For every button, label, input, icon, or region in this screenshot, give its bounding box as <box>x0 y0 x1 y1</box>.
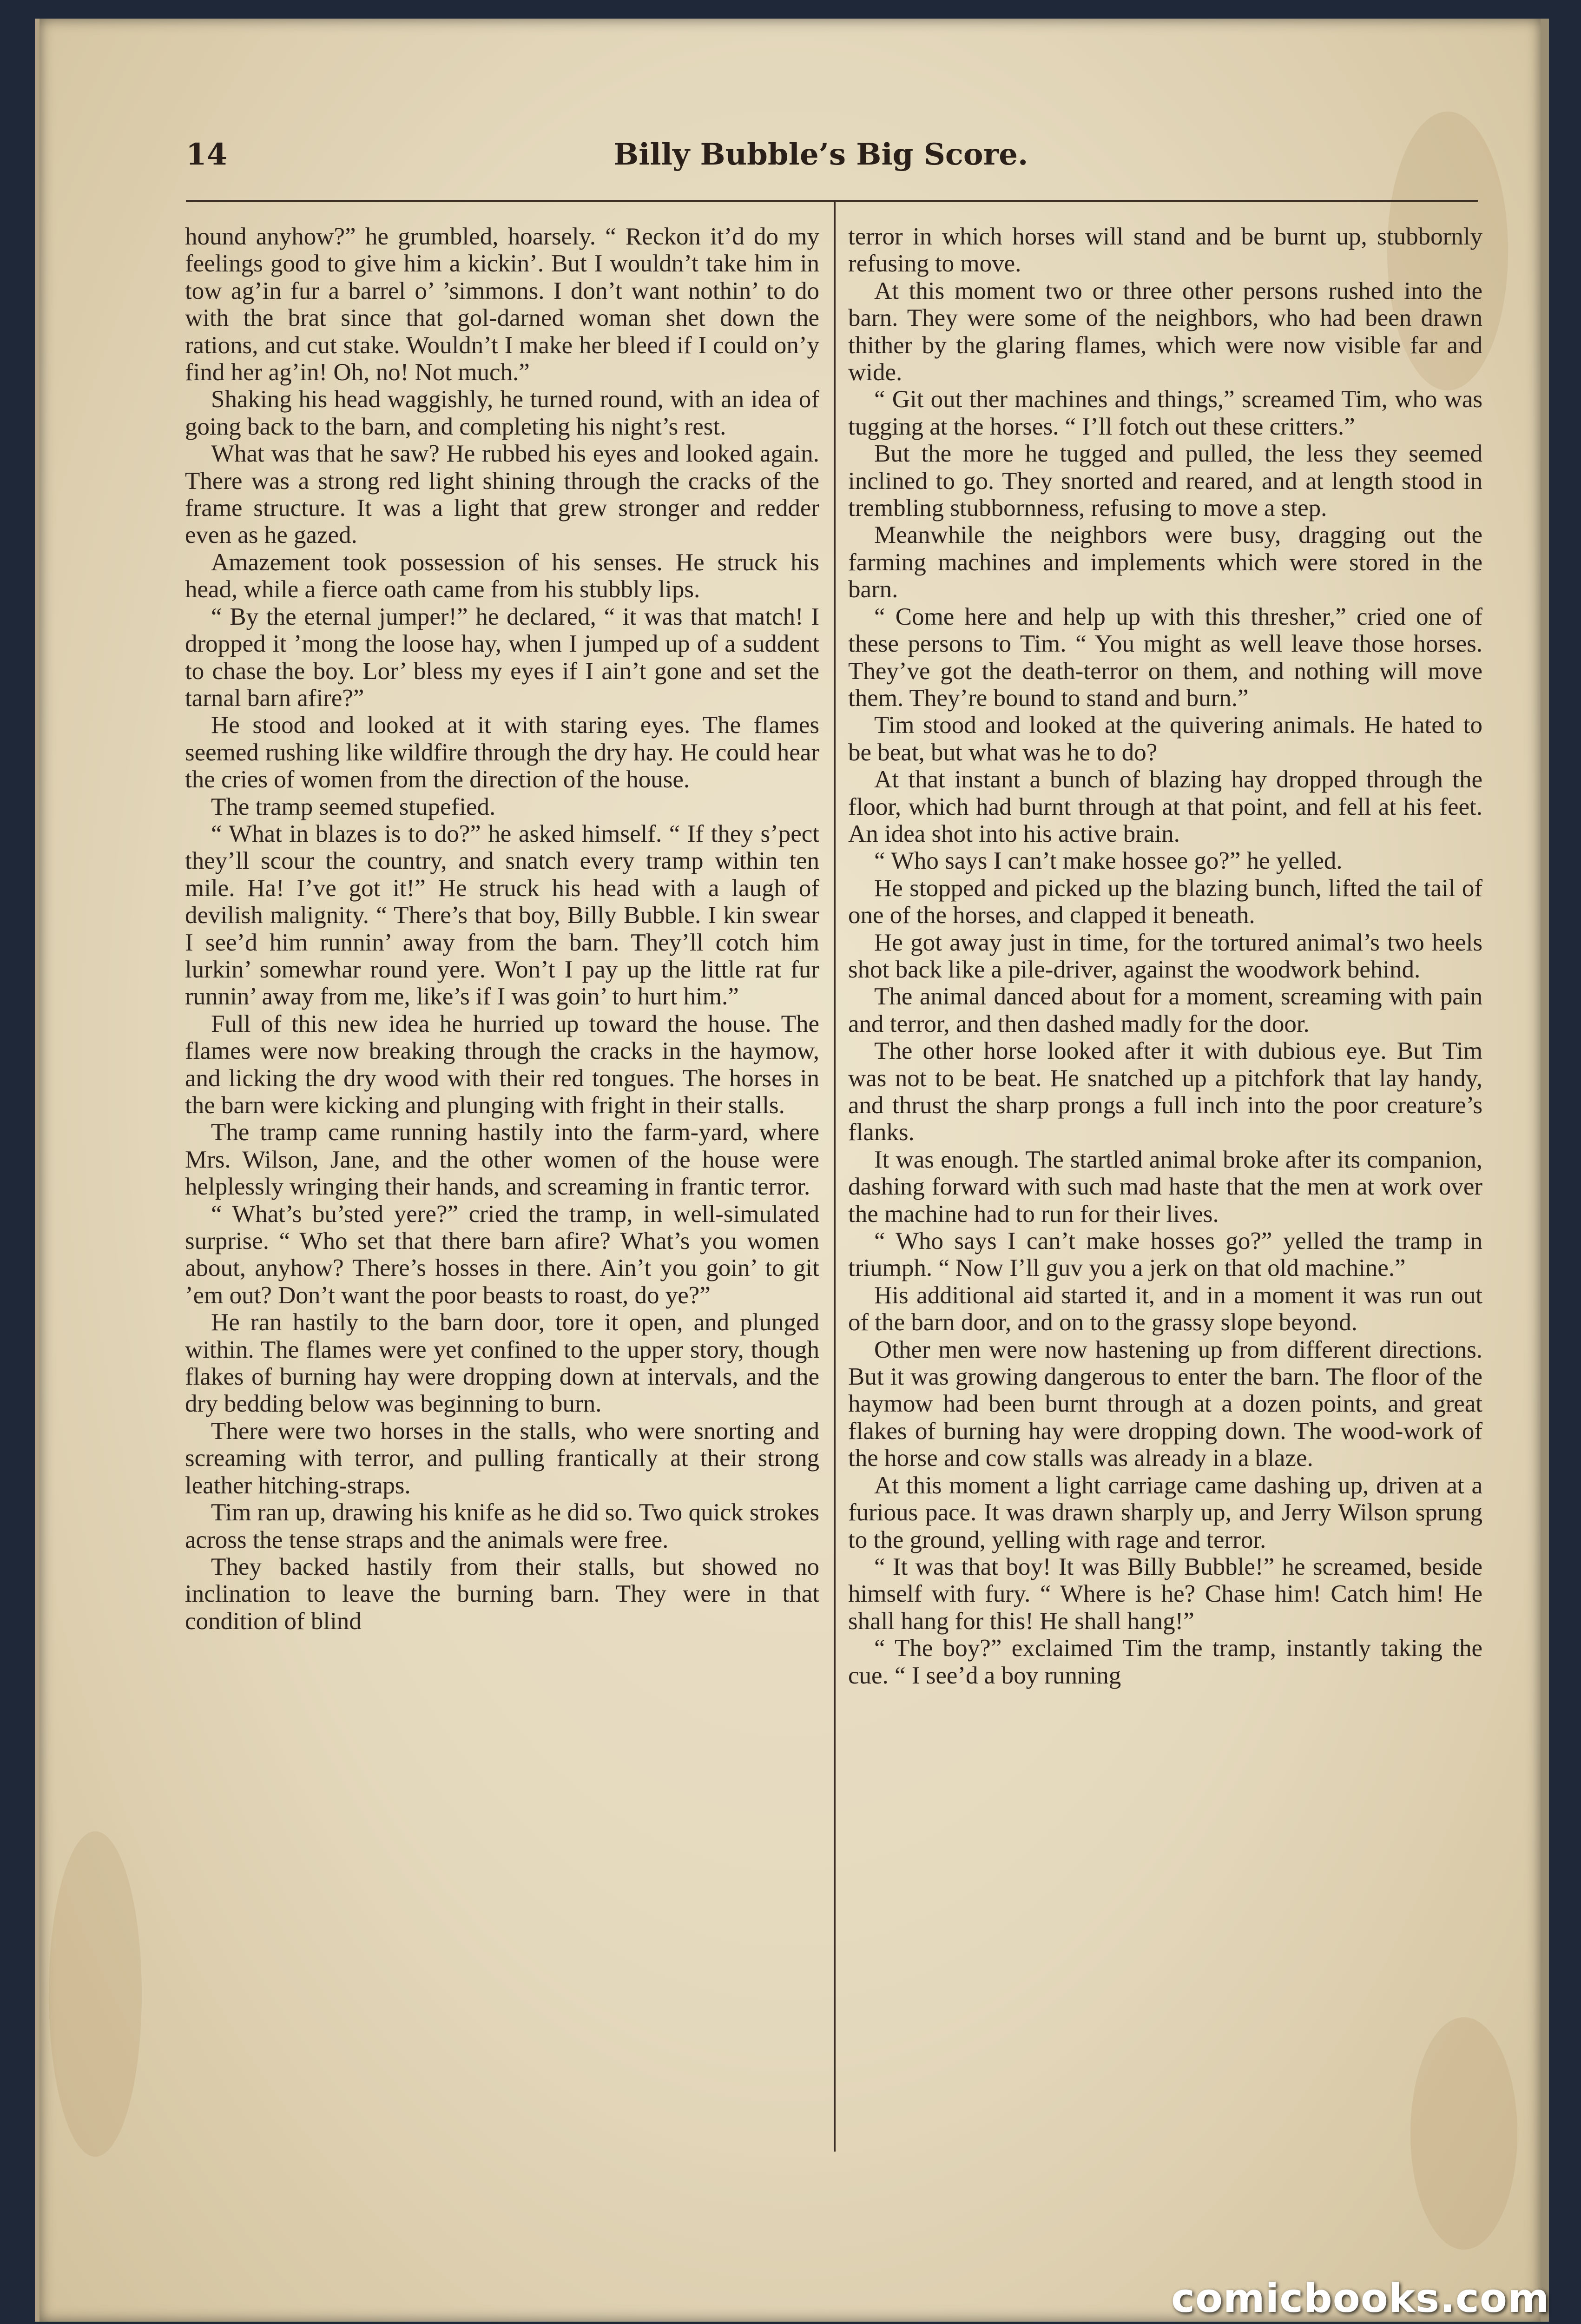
column-divider <box>834 202 836 2152</box>
page-number: 14 <box>186 137 228 172</box>
left-column <box>185 223 819 1635</box>
paragraph: He ran hastily to the barn door, tore it open, and plunged within. The flames were yet confined to the upper story, though flakes of burning hay were dropping down at intervals, and the dry bedding below was beginning to burn. <box>185 1309 819 1418</box>
paragraph: He stopped and picked up the blazing bunch, lifted the tail of one of the horses, and clapped it beneath. <box>848 874 1482 929</box>
paragraph: There were two horses in the stalls, who were snorting and screaming with terror, and pulling frantically at their strong leather hitching-straps. <box>185 1417 819 1499</box>
right-column <box>848 223 1482 1689</box>
paragraph: Meanwhile the neighbors were busy, dragging out the farming machines and implements which were stored in the barn. <box>848 522 1482 603</box>
paragraph: At that instant a bunch of blazing hay dropped through the floor, which had burnt through at that point, and fell at his feet. An idea shot into his active brain. <box>848 766 1482 847</box>
running-title: Billy Bubble’s Big Score. <box>613 137 1028 172</box>
running-header <box>186 137 1478 188</box>
watermark-text: comicbooks.com <box>1171 2275 1550 2322</box>
paragraph: “ Who says I can’t make hossee go?” he yelled. <box>874 847 1343 875</box>
paragraph: Shaking his head waggishly, he turned round, with an idea of going back to the barn, and completing his night’s rest. <box>185 386 819 440</box>
paragraph: The animal danced about for a moment, screaming with pain and terror, and then dashed madly for the door. <box>848 983 1482 1037</box>
paragraph: Amazement took possession of his senses. He struck his head, while a fierce oath came from his stubbly lips. <box>185 548 819 603</box>
paragraph: “ The boy?” exclaimed Tim the tramp, instantly taking the cue. “ I see’d a boy running <box>848 1635 1482 1689</box>
paragraph: But the more he tugged and pulled, the less they seemed inclined to go. They snorted and reared, and at length stood in trembling stubbornness, refusing to move a step. <box>848 440 1482 522</box>
paragraph: “ It was that boy! It was Billy Bubble!” he screamed, beside himself with fury. “ Where is he? Chase him! Catch him! He shall hang for this! He shall hang!” <box>848 1553 1482 1635</box>
paragraph: Tim ran up, drawing his knife as he did so. Two quick strokes across the tense straps and the animals were free. <box>185 1499 819 1553</box>
paragraph: The tramp came running hastily into the farm-yard, where Mrs. Wilson, Jane, and the other women of the house were helplessly wringing their hands, and screaming in frantic terror. <box>185 1119 819 1201</box>
paragraph: They backed hastily from their stalls, but showed no inclination to leave the burning barn. They were in that condition of blind <box>185 1553 819 1635</box>
paper-stain <box>49 1831 142 2157</box>
paragraph: “ By the eternal jumper!” he declared, “ it was that match! I dropped it ’mong the loose hay, when I jumped up of a suddent to chase the boy. Lor’ bless my eyes if I ain’t gone and set the tarnal barn afire?” <box>185 603 819 712</box>
paragraph: Full of this new idea he hurried up toward the house. The flames were now breaking through the cracks in the haymow, and licking the dry wood with their red tongues. The horses in the barn were kicking and plunging with fright in their stalls. <box>185 1010 819 1119</box>
paragraph: He got away just in time, for the tortured animal’s two heels shot back like a pile-driver, against the woodwork behind. <box>848 929 1482 983</box>
paragraph: “ Come here and help up with this thresher,” cried one of these persons to Tim. “ You might as well leave those horses. They’ve got the death-terror on them, and nothing will move them. They’re bound to stand and burn.” <box>848 603 1482 712</box>
paragraph: He stood and looked at it with staring eyes. The flames seemed rushing like wildfire through the dry hay. He could hear the cries of women from the direction of the house. <box>185 712 819 793</box>
paragraph: “ Git out ther machines and things,” screamed Tim, who was tugging at the horses. “ I’ll fotch out these critters.” <box>848 386 1482 440</box>
header-rule <box>186 200 1478 202</box>
paragraph: His additional aid started it, and in a moment it was run out of the barn door, and on to the grassy slope beyond. <box>848 1281 1482 1336</box>
paragraph: terror in which horses will stand and be burnt up, stubbornly refusing to move. <box>848 223 1482 277</box>
paragraph: “ What in blazes is to do?” he asked himself. “ If they s’pect they’ll scour the country, and snatch every tramp within ten mile. Ha! I’ve got it!” He struck his head with a laugh of devilish malignity. “ There’s that boy, Billy Bubble. I kin swear I see’d him runnin’ away from the barn. They’ll cotch him lurkin’ somewhar round yere. Won’t I pay up the little rat fur runnin’ away from me, like’s if I was goin’ to hurt him.” <box>185 820 819 1010</box>
paragraph: “ What’s bu’sted yere?” cried the tramp, in well-simulated surprise. “ Who set that there barn afire? What’s you women about, anyhow? There’s hosses in there. Ain’t you goin’ to git ’em out? Don’t want the poor beasts to roast, do ye?” <box>185 1200 819 1309</box>
paragraph: hound anyhow?” he grumbled, hoarsely. “ Reckon it’d do my feelings good to give him a kickin’. But I wouldn’t take him in tow ag’in fur a barrel o’ ’simmons. I don’t want nothin’ to do with the brat since that gol-darned woman shet down the rations, and cut stake. Wouldn’t I make her bleed if I could on’y find her ag’in! Oh, no! Not much.” <box>185 223 819 386</box>
paragraph: What was that he saw? He rubbed his eyes and looked again. There was a strong red light shining through the cracks of the frame structure. It was a light that grew stronger and redder even as he gazed. <box>185 440 819 549</box>
paragraph: Other men were now hastening up from different directions. But it was growing dangerous to enter the barn. The floor of the haymow had been burnt through at a dozen points, and great flakes of burning hay were dropping down. The wood-work of the horse and cow stalls was already in a blaze. <box>848 1336 1482 1472</box>
paragraph: At this moment a light carriage came dashing up, driven at a furious pace. It was drawn sharply up, and Jerry Wilson sprung to the ground, yelling with rage and terror. <box>848 1472 1482 1553</box>
paragraph: At this moment two or three other persons rushed into the barn. They were some of the neighbors, who had been drawn thither by the glaring flames, which were now visible far and wide. <box>848 277 1482 386</box>
paragraph: “ Who says I can’t make hosses go?” yelled the tramp in triumph. “ Now I’ll guv you a jerk on that old machine.” <box>848 1228 1482 1282</box>
paragraph: Tim stood and looked at the quivering animals. He hated to be beat, but what was he to do? <box>848 712 1482 766</box>
paragraph: It was enough. The startled animal broke after its companion, dashing forward with such mad haste that the men at work over the machine had to run for their lives. <box>848 1146 1482 1228</box>
paragraph: The other horse looked after it with dubious eye. But Tim was not to be beat. He snatched up a pitchfork that lay handy, and thrust the sharp prongs a full inch into the poor creature’s flanks. <box>848 1037 1482 1146</box>
paragraph: The tramp seemed stupefied. <box>211 793 496 820</box>
paper-stain <box>1410 2017 1517 2250</box>
